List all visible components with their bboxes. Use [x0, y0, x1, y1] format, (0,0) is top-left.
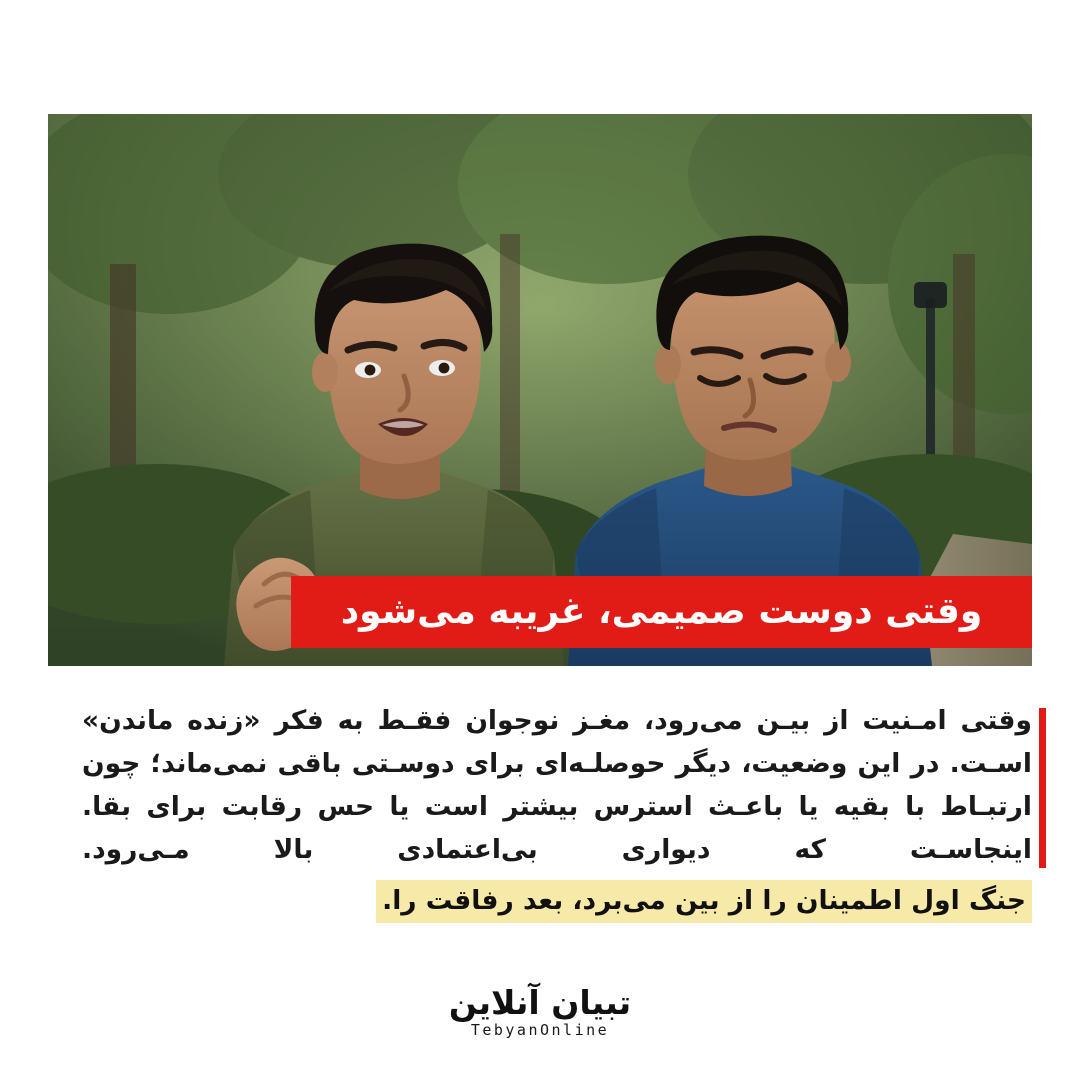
body-paragraph: وقتی امـنیت از بیـن می‌رود، مغـز نوجوان فقـط به فکر «زنده ماندن» اسـت. در این وضعیت، دیگر حوصلـه‌ای برای دوسـتی باقی نمی‌ماند؛ چون ارتبـاط با بقیه یا باعـث استرس بیشتر است یا حس رقابت برای بقا. اینجاسـت که دیواری بی‌اعتمادی بالا مـی‌رود. — [82, 705, 1032, 865]
body-block — [82, 700, 1032, 923]
logo-latin: TebyanOnline — [470, 1021, 610, 1039]
accent-rule — [1039, 708, 1046, 868]
highlight-sentence: جنگ اول اطمینان را از بین می‌برد، بعد رفاقت را. — [376, 880, 1032, 923]
logo-persian: تبیان آنلاین — [448, 983, 632, 1022]
footer-logo — [0, 983, 1080, 1039]
headline-text: وقتی دوست صمیمی، غریبه می‌شود — [340, 591, 983, 632]
headline-band — [291, 576, 1032, 648]
